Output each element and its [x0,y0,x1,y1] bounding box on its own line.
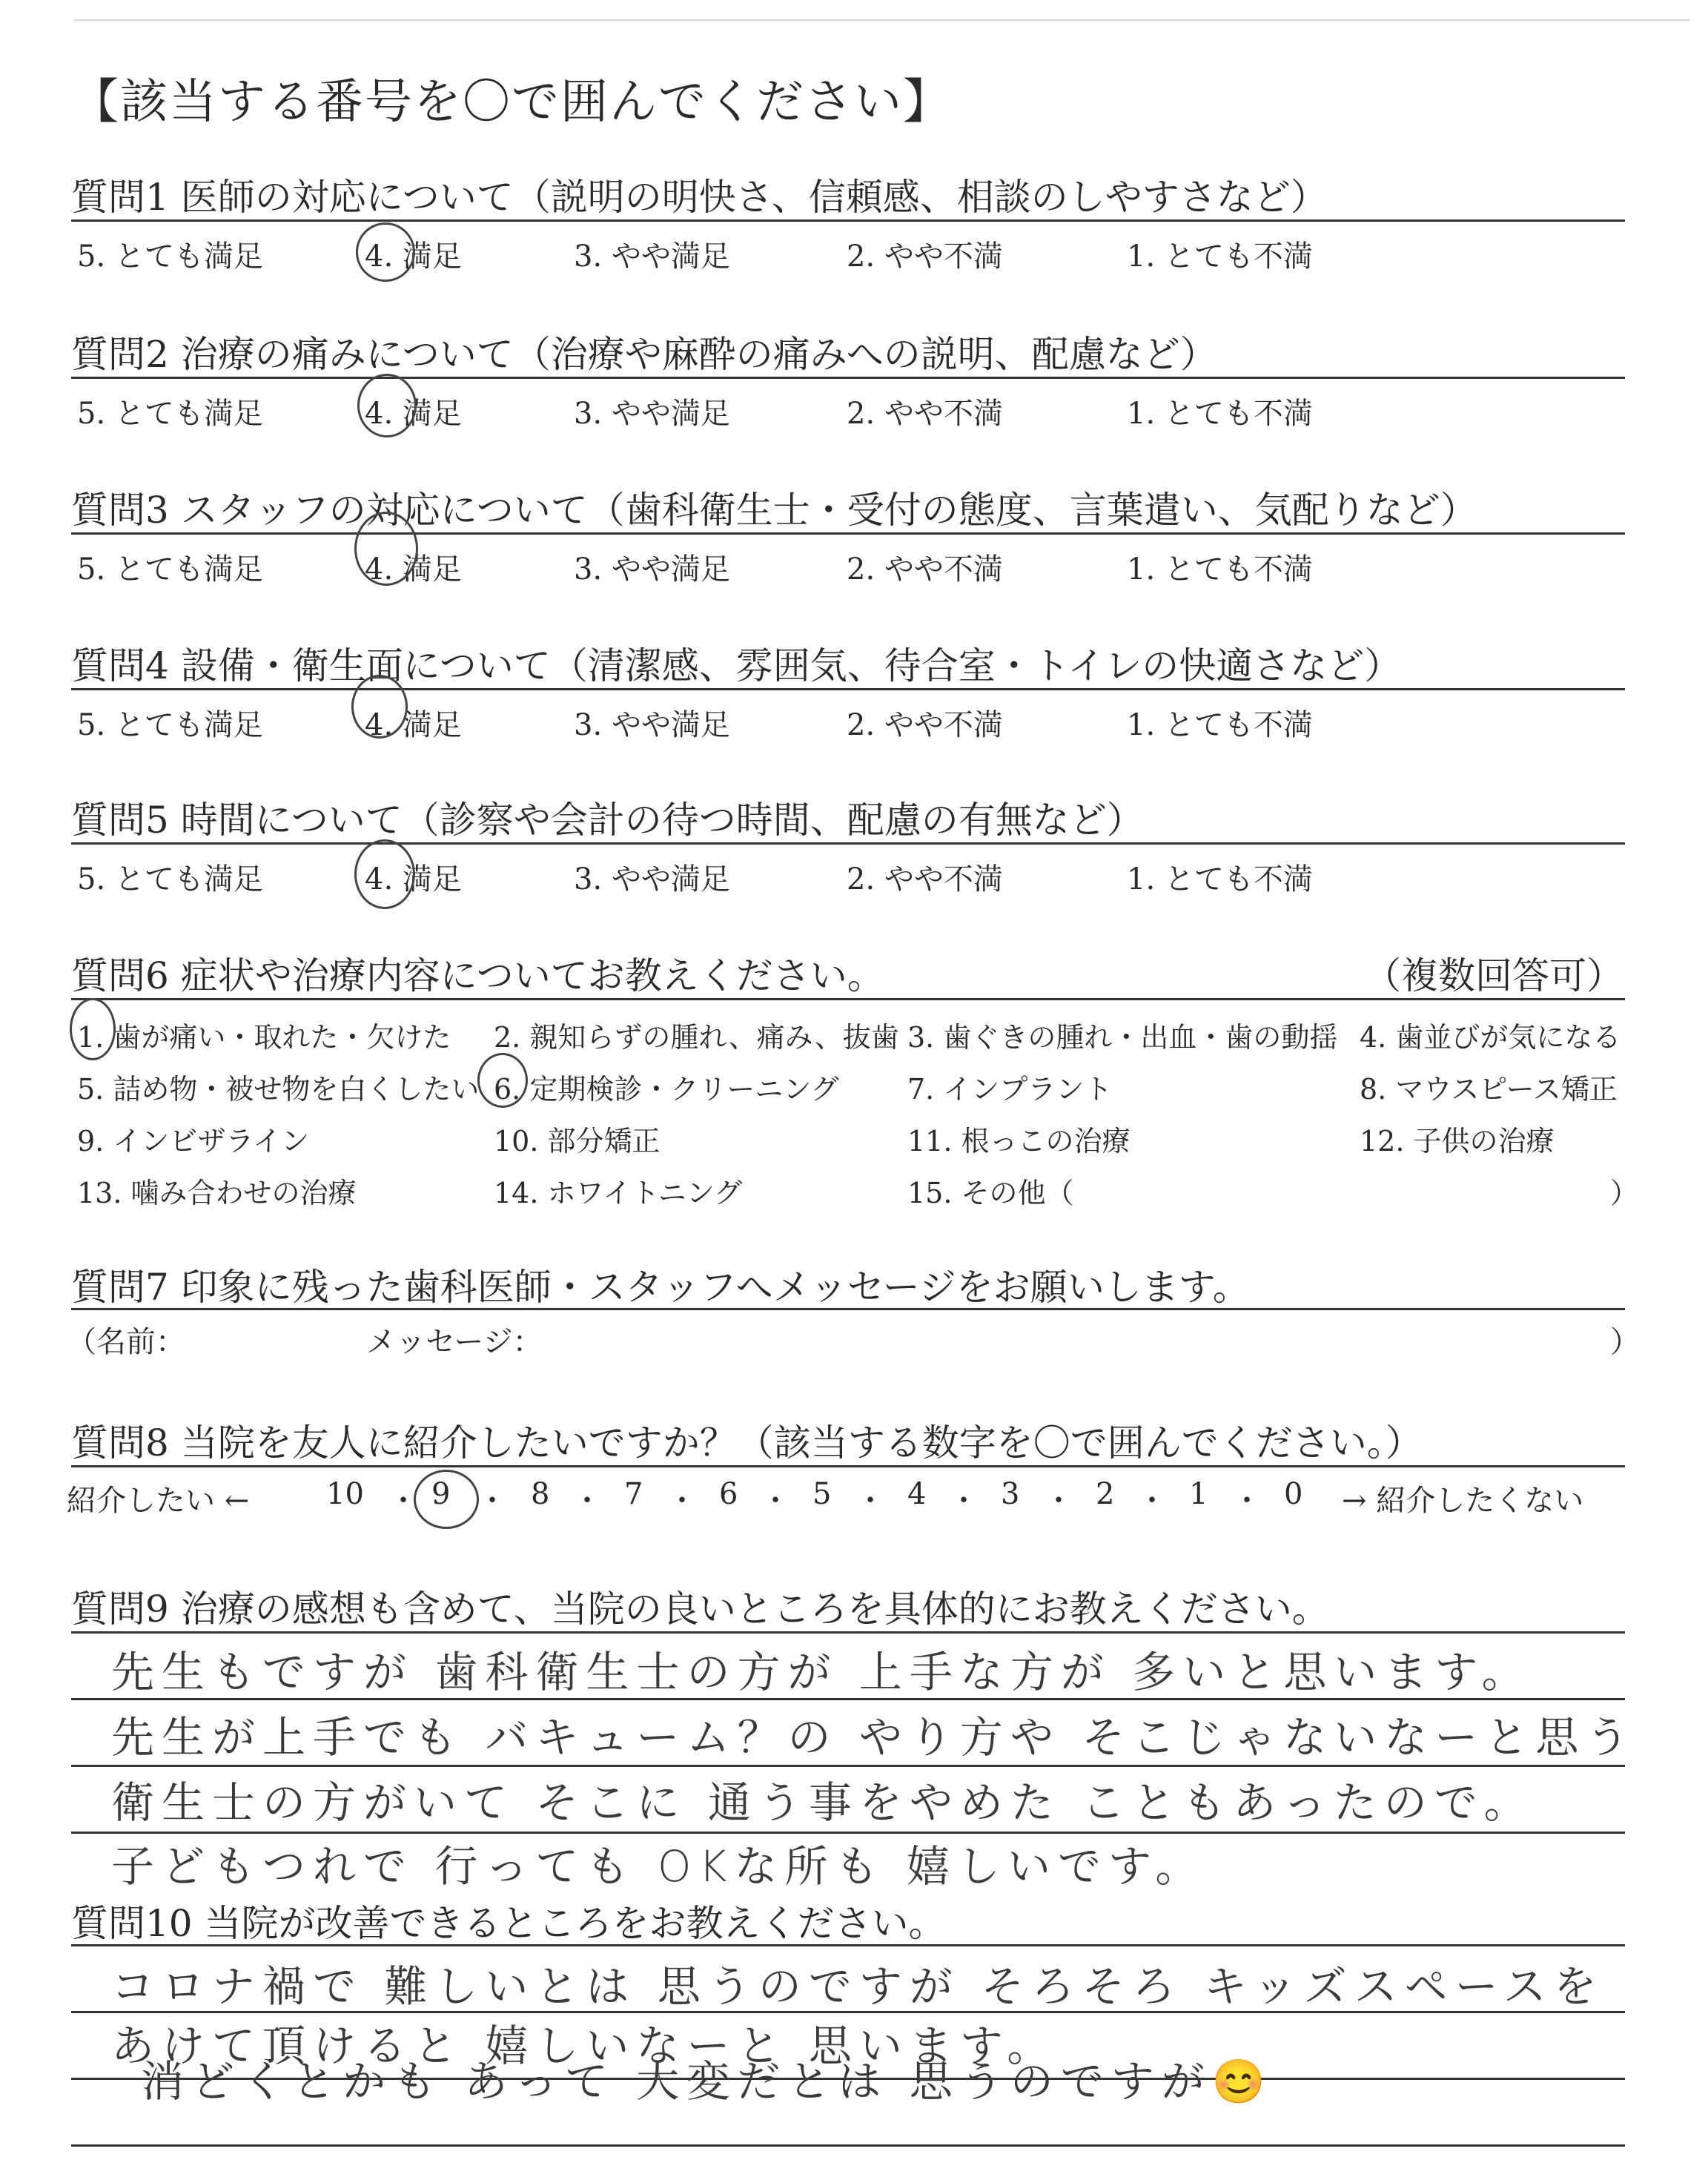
q1-option-1[interactable]: 1. とても不満 [1127,240,1313,274]
q5-option-4[interactable]: 4. 満足 [365,862,462,896]
question-10-label: 質問10 当院が改善できるところをお教えください。 [71,1902,946,1945]
q6-option-13[interactable]: 13. 噛み合わせの治療 [77,1177,357,1209]
q8-value-3[interactable]: 3 [1001,1477,1020,1511]
q8-value-10[interactable]: 10 [326,1477,364,1511]
question-5-rule [71,842,1625,845]
question-8-label: 質問8 当院を友人に紹介したいですか？（該当する数字を〇で囲んでください。） [71,1421,1423,1464]
q7-close: ） [1610,1325,1640,1359]
q6-option-11[interactable]: 11. 根っこの治療 [907,1125,1131,1157]
q10-answer-line-1: コロナ禍で 難しいとは 思うのですが そろそろ キッズスペースを [111,1961,1604,2012]
q8-value-0[interactable]: 0 [1284,1477,1303,1511]
question-1-label: 質問1 医師の対応について（説明の明快さ、信頼感、相談のしやすさなど） [71,176,1328,219]
q6-option-4[interactable]: 4. 歯並びが気になる [1360,1021,1621,1054]
q10-answer-line-3: 消どくとかも あって 大変だとは 思うのですが😊 [141,2056,1273,2107]
q6-option-12[interactable]: 12. 子供の治療 [1360,1125,1555,1157]
q1-option-3[interactable]: 3. やや満足 [574,240,730,274]
q2-option-3[interactable]: 3. やや満足 [574,397,730,431]
q9-answer-line-3: 衛生士の方がいて そこに 通う事をやめた こともあったので。 [111,1777,1535,1828]
q3-option-2[interactable]: 2. やや不満 [847,552,1003,587]
q4-option-5[interactable]: 5. とても満足 [77,708,263,742]
q1-option-2[interactable]: 2. やや不満 [847,240,1003,274]
q6-option-3[interactable]: 3. 歯ぐきの腫れ・出血・歯の動揺 [907,1021,1338,1054]
q8-left-label: 紹介したい ← [67,1484,250,1518]
q8-sep: ・ [1232,1484,1262,1518]
q5-option-5[interactable]: 5. とても満足 [77,862,263,896]
q7-message-label[interactable]: メッセージ： [366,1325,543,1359]
q5-option-2[interactable]: 2. やや不満 [847,862,1003,896]
q4-option-3[interactable]: 3. やや満足 [574,708,730,742]
q6-option-1[interactable]: 1. 歯が痛い・取れた・欠けた [77,1021,451,1054]
question-10-rule-4 [71,2144,1625,2147]
question-9-rule-3 [71,1765,1625,1767]
question-3-label: 質問3 スタッフの対応について（歯科衛生士・受付の態度、言葉遣い、気配りなど） [71,489,1477,532]
q6-option-6[interactable]: 6. 定期検診・クリーニング [494,1073,839,1106]
q10-answer-line-2: あけて頂けると 嬉しいなーと 思います。 [111,2021,1058,2071]
q3-option-1[interactable]: 1. とても不満 [1127,552,1313,587]
q6-other-close: ） [1610,1177,1639,1209]
question-6-multi-note: （複数回答可） [1364,954,1623,997]
question-9-label: 質問9 治療の感想も含めて、当院の良いところを具体的にお教えください。 [71,1588,1329,1631]
q6-option-2[interactable]: 2. 親知らずの腫れ、痛み、抜歯 [494,1021,899,1054]
question-1-rule [71,219,1625,222]
q8-value-2[interactable]: 2 [1096,1477,1115,1511]
q8-sep: ・ [1137,1484,1167,1518]
q8-value-6[interactable]: 6 [719,1477,738,1511]
q6-option-9[interactable]: 9. インビザライン [77,1125,310,1157]
q3-option-5[interactable]: 5. とても満足 [77,552,263,587]
q8-sep: ・ [761,1484,790,1518]
q1-option-5[interactable]: 5. とても満足 [77,240,263,274]
q9-answer-line-1: 先生もですが 歯科衛生士の方が 上手な方が 多いと思います。 [111,1647,1532,1697]
q5-option-3[interactable]: 3. やや満足 [574,862,730,896]
q1-option-4[interactable]: 4. 満足 [365,240,462,274]
q2-option-1[interactable]: 1. とても不満 [1127,397,1313,431]
question-7-label: 質問7 印象に残った歯科医師・スタッフへメッセージをお願いします。 [71,1266,1250,1309]
question-10-rule-1 [71,1944,1625,1946]
q8-sep: ・ [949,1484,979,1518]
q8-sep: ・ [667,1484,697,1518]
q6-option-15[interactable]: 15. その他（ [907,1177,1074,1209]
q9-answer-line-4: 子どもつれで 行っても OKな所も 嬉しいです。 [111,1841,1206,1892]
question-6-label: 質問6 症状や治療内容についてお教えください。 [71,954,884,997]
question-8-rule [71,1465,1625,1467]
q3-option-3[interactable]: 3. やや満足 [574,552,730,587]
question-5-label: 質問5 時間について（診察や会計の待つ時間、配慮の有無など） [71,799,1144,842]
q8-sep: ・ [388,1484,418,1518]
q2-option-2[interactable]: 2. やや不満 [847,397,1003,431]
q7-name-label[interactable]: （名前： [67,1325,185,1359]
q8-value-5[interactable]: 5 [812,1477,832,1511]
q8-value-9[interactable]: 9 [431,1477,451,1511]
q8-value-1[interactable]: 1 [1189,1477,1208,1511]
q8-sep: ・ [1044,1484,1073,1518]
q6-option-5[interactable]: 5. 詰め物・被せ物を白くしたい [77,1073,480,1106]
q8-value-4[interactable]: 4 [907,1477,927,1511]
q6-option-8[interactable]: 8. マウスピース矯正 [1360,1073,1618,1106]
q6-option-10[interactable]: 10. 部分矯正 [494,1125,661,1157]
question-6-rule [71,998,1625,1000]
q8-right-label: → 紹介したくない [1342,1484,1584,1518]
top-divider [74,19,1690,21]
q9-answer-line-2: 先生が上手でも バキューム？の やり方や そこじゃないなーと思う [111,1712,1637,1763]
q4-option-4[interactable]: 4. 満足 [365,708,462,742]
q8-sep: ・ [572,1484,602,1518]
q2-option-5[interactable]: 5. とても満足 [77,397,263,431]
q4-option-2[interactable]: 2. やや不満 [847,708,1003,742]
q3-option-4[interactable]: 4. 満足 [365,552,462,587]
q5-option-1[interactable]: 1. とても不満 [1127,862,1313,896]
question-3-rule [71,532,1625,535]
question-4-rule [71,688,1625,690]
q6-option-14[interactable]: 14. ホワイトニング [494,1177,743,1209]
q2-option-4[interactable]: 4. 満足 [365,397,462,431]
question-7-rule [71,1308,1625,1310]
q8-value-7[interactable]: 7 [624,1477,643,1511]
page-title: 【該当する番号を〇で囲んでください】 [71,75,952,130]
question-4-label: 質問4 設備・衛生面について（清潔感、雰囲気、待合室・トイレの快適さなど） [71,644,1402,687]
question-9-rule-1 [71,1631,1625,1634]
q8-sep: ・ [855,1484,885,1518]
q8-value-8[interactable]: 8 [531,1477,550,1511]
q8-sep: ・ [477,1484,507,1518]
question-2-label: 質問2 治療の痛みについて（治療や麻酔の痛みへの説明、配慮など） [71,333,1217,376]
q6-option-7[interactable]: 7. インプラント [907,1073,1113,1106]
q4-option-1[interactable]: 1. とても不満 [1127,708,1313,742]
question-2-rule [71,377,1625,379]
